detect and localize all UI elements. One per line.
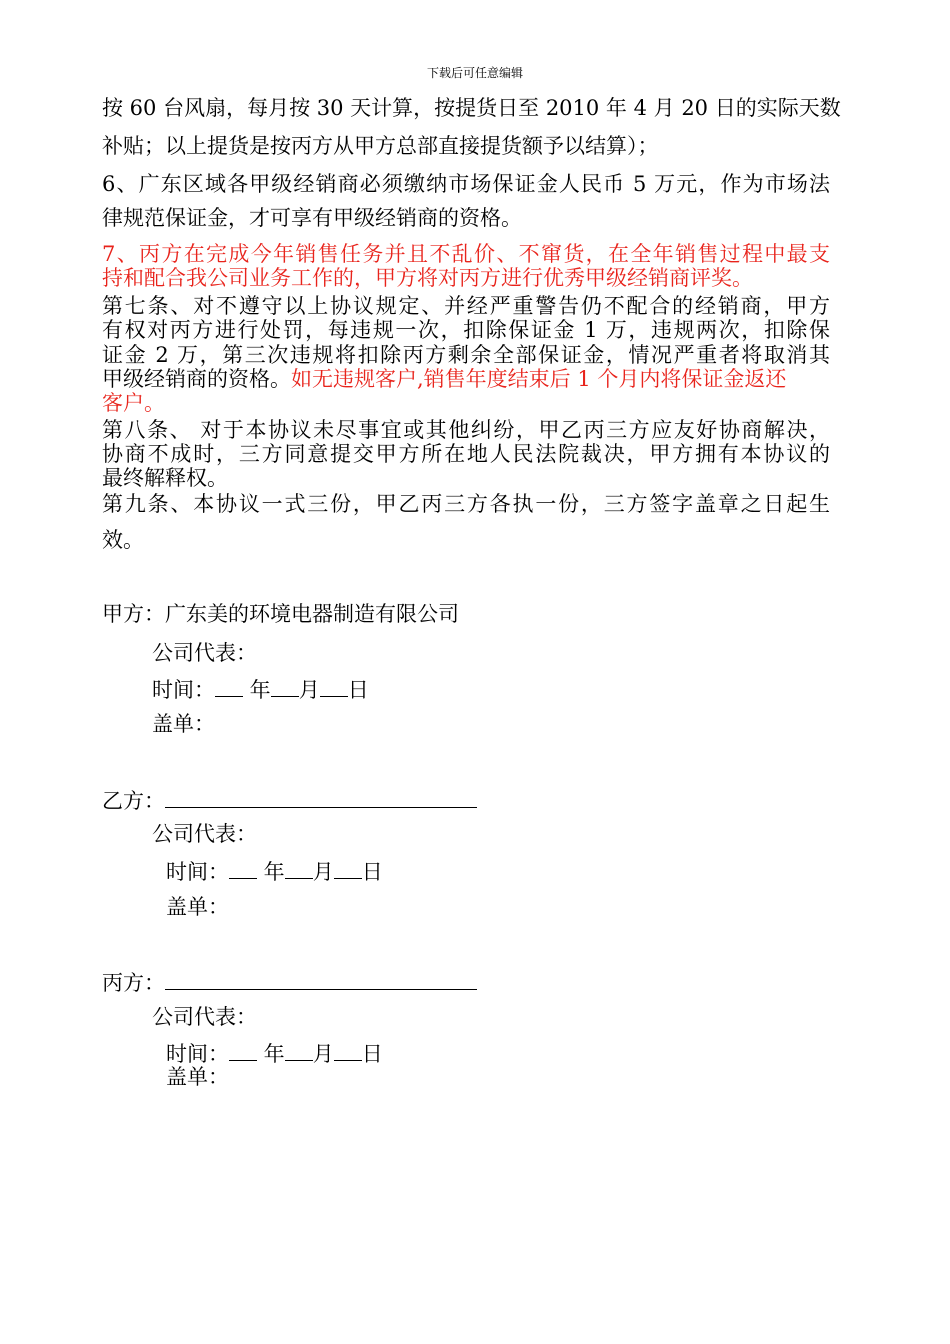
party-a-seal: 盖单：: [152, 712, 215, 736]
refund-note: 客户。: [102, 391, 165, 415]
party-b-seal: 盖单：: [166, 895, 229, 919]
paragraph-line: 律规范保证金，才可享有甲级经销商的资格。: [102, 206, 522, 230]
highlighted-line: 持和配合我公司业务工作的，甲方将对丙方进行优秀甲级经销商评奖。: [102, 266, 753, 290]
party-c-signature-line: [165, 969, 477, 990]
article-seven-line: 有权对丙方进行处罚，每违规一次，扣除保证金 1 万，违规两次，扣除保: [102, 318, 830, 342]
date-prefix: 时间：: [166, 1042, 229, 1066]
month-label: 月: [312, 1042, 334, 1066]
month-blank: [285, 858, 313, 879]
article-nine-line: 效。: [102, 528, 144, 552]
party-b-row: [102, 787, 477, 813]
article-seven-line: 第七条、对不遵守以上协议规定、并经严重警告仍不配合的经销商，甲方: [102, 294, 830, 318]
party-b-date: [166, 858, 383, 884]
party-a-representative: 公司代表：: [152, 641, 257, 665]
highlighted-line: 7、丙方在完成今年销售任务并且不乱价、不窜货，在全年销售过程中最支: [102, 242, 830, 266]
paragraph-line: 补贴；以上提货是按丙方从甲方总部直接提货额予以结算）；: [102, 134, 659, 158]
year-label: 年: [243, 678, 271, 702]
date-prefix: 时间：: [152, 678, 215, 702]
article-eight-line: 协商不成时，三方同意提交甲方所在地人民法院裁决，甲方拥有本协议的: [102, 442, 830, 466]
year-blank: [229, 858, 257, 879]
day-label: 日: [347, 678, 369, 702]
article-seven-line: 证金 2 万，第三次违规将扣除丙方剩余全部保证金，情况严重者将取消其: [102, 343, 830, 367]
refund-note: 如无违规客户,销售年度结束后 1 个月内将保证金返还: [291, 367, 787, 391]
party-c-representative: 公司代表：: [152, 1005, 257, 1029]
day-blank: [320, 676, 348, 697]
page-header: 下载后可任意编辑: [426, 66, 523, 80]
year-label: 年: [257, 860, 285, 884]
party-a-date: [152, 676, 369, 702]
party-b-signature-line: [165, 787, 477, 808]
article-seven-line: [102, 367, 786, 391]
article-seven-text: 甲级经销商的资格。: [102, 367, 291, 391]
day-blank: [334, 858, 362, 879]
party-a-label: 甲方：广东美的环境电器制造有限公司: [102, 602, 459, 626]
day-label: 日: [361, 1042, 383, 1066]
party-c-date: [166, 1040, 383, 1066]
party-c-seal: 盖单：: [166, 1065, 229, 1089]
year-blank: [229, 1040, 257, 1061]
article-eight-line: 最终解释权。: [102, 466, 228, 490]
year-blank: [215, 676, 243, 697]
article-eight-line: 第八条、 对于本协议未尽事宜或其他纠纷，甲乙丙三方应友好协商解决，: [102, 418, 830, 442]
month-blank: [271, 676, 299, 697]
day-blank: [334, 1040, 362, 1061]
month-label: 月: [312, 860, 334, 884]
article-nine-line: 第九条、本协议一式三份，甲乙丙三方各执一份，三方签字盖章之日起生: [102, 492, 830, 516]
party-b-label: 乙方：: [102, 789, 165, 813]
date-prefix: 时间：: [166, 860, 229, 884]
month-blank: [285, 1040, 313, 1061]
party-c-row: [102, 969, 477, 995]
party-c-label: 丙方：: [102, 971, 165, 995]
year-label: 年: [257, 1042, 285, 1066]
party-b-representative: 公司代表：: [152, 822, 257, 846]
day-label: 日: [361, 860, 383, 884]
paragraph-line: 按 60 台风扇，每月按 30 天计算，按提货日至 2010 年 4 月 20 日的实际天数: [102, 96, 841, 120]
paragraph-line: 6、广东区域各甲级经销商必须缴纳市场保证金人民币 5 万元，作为市场法: [102, 172, 830, 196]
month-label: 月: [298, 678, 320, 702]
